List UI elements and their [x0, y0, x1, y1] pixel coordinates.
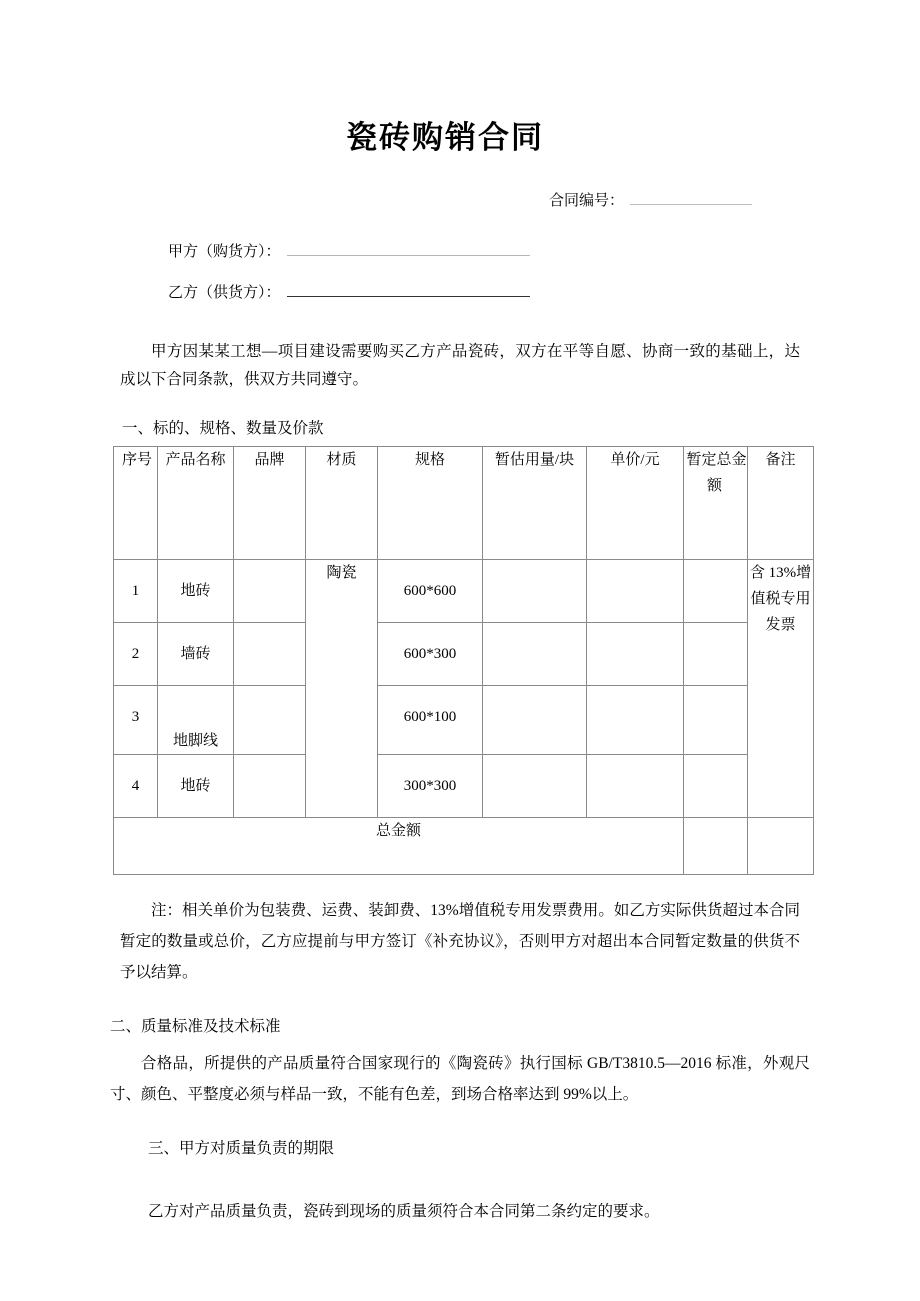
cell-seq	[114, 623, 158, 686]
header-label-product-name: 产品名称	[165, 452, 226, 468]
cell-product-name-text: 墙砖	[180, 646, 211, 662]
total-label-text: 总金额	[375, 823, 421, 839]
cell-spec-text: 600*100	[403, 709, 457, 725]
cell-material-merged	[306, 560, 378, 818]
header-cell-remark	[748, 447, 814, 560]
cell-unit-price-text	[587, 560, 683, 578]
cell-spec-text: 300*300	[403, 778, 457, 794]
contract-number-label: 合同编号：	[548, 193, 624, 209]
header-cell-brand	[234, 447, 306, 560]
cell-remark-text: 含 13%增值税专用发票	[749, 565, 812, 633]
cell-tentative-total-text	[684, 623, 747, 641]
cell-product-name	[158, 623, 234, 686]
total-label-cell	[114, 818, 684, 875]
party-a-row	[168, 240, 920, 261]
cell-spec	[378, 755, 483, 818]
cell-seq-text: 2	[131, 646, 140, 662]
header-label-brand: 品牌	[254, 452, 285, 468]
cell-brand-text	[234, 623, 305, 641]
cell-seq-text: 4	[131, 778, 140, 794]
cell-spec-text: 600*300	[403, 646, 457, 662]
cell-brand[interactable]	[234, 560, 306, 623]
cell-seq	[114, 686, 158, 755]
cell-seq-text: 3	[131, 709, 140, 725]
cell-tentative-total-text	[684, 560, 747, 578]
total-remark-cell	[748, 818, 814, 875]
cell-est-quantity-text	[483, 560, 586, 578]
header-label-spec: 规格	[414, 452, 445, 468]
header-label-remark: 备注	[765, 452, 796, 468]
cell-tentative-total[interactable]	[684, 686, 748, 755]
section-three-heading: 三、甲方对质量负责的期限	[148, 1140, 335, 1157]
cell-product-name	[158, 560, 234, 623]
cell-tentative-total[interactable]	[684, 755, 748, 818]
cell-brand-text	[234, 560, 305, 578]
cell-spec	[378, 623, 483, 686]
party-b-input[interactable]	[287, 283, 530, 297]
header-cell-material	[306, 447, 378, 560]
party-a-input[interactable]	[287, 242, 530, 256]
total-value-cell[interactable]	[684, 818, 748, 875]
cell-seq-text: 1	[131, 583, 140, 599]
cell-est-quantity[interactable]	[483, 623, 587, 686]
cell-est-quantity[interactable]	[483, 755, 587, 818]
cell-tentative-total-text	[684, 755, 747, 773]
cell-est-quantity-text	[483, 686, 586, 704]
section-three-paragraph: 乙方对产品质量负责，瓷砖到现场的质量须符合本合同第二条约定的要求。	[148, 1203, 660, 1220]
cell-spec-text: 600*600	[403, 583, 457, 599]
cell-material-text: 陶瓷	[326, 565, 357, 581]
cell-product-name	[158, 686, 234, 755]
header-label-unit-price: 单价/元	[610, 452, 660, 468]
table-row	[114, 560, 814, 623]
section-one-note: 注：相关单价为包装费、运费、装卸费、13%增值税专用发票费用。如乙方实际供货超过本合同暂定的数量或总价，乙方应提前与甲方签订《补充协议》，否则甲方对超出本合同暂定数量的供货不予以结算。	[120, 902, 800, 981]
cell-unit-price-text	[587, 686, 683, 704]
header-label-est-quantity: 暂估用量/块	[494, 452, 575, 468]
cell-brand[interactable]	[234, 755, 306, 818]
section-two-heading: 二、质量标准及技术标准	[110, 1018, 281, 1035]
cell-est-quantity[interactable]	[483, 686, 587, 755]
cell-unit-price[interactable]	[587, 623, 684, 686]
header-cell-spec	[378, 447, 483, 560]
goods-table	[113, 446, 814, 875]
cell-unit-price[interactable]	[587, 686, 684, 755]
contract-number-input[interactable]	[630, 191, 752, 205]
cell-brand[interactable]	[234, 623, 306, 686]
cell-brand-text	[234, 686, 305, 704]
intro-paragraph: 甲方因某某工想—项目建设需要购买乙方产品瓷砖，双方在平等自愿、协商一致的基础上，达成以下合同条款，供双方共同遵守。	[120, 343, 800, 388]
table-row	[114, 623, 814, 686]
cell-est-quantity-text	[483, 623, 586, 641]
cell-tentative-total-text	[684, 686, 747, 704]
header-cell-tentative-total	[684, 447, 748, 560]
page-title: 瓷砖购销合同	[346, 120, 544, 155]
contract-number-row	[0, 189, 920, 210]
cell-seq	[114, 560, 158, 623]
header-label-material: 材质	[326, 452, 357, 468]
header-cell-product-name	[158, 447, 234, 560]
table-header-row	[114, 447, 814, 560]
cell-unit-price-text	[587, 623, 683, 641]
table-row	[114, 686, 814, 755]
header-label-tentative-total: 暂定总金额	[686, 452, 747, 494]
section-two-paragraph: 合格品，所提供的产品质量符合国家现行的《陶瓷砖》执行国标 GB/T3810.5—2016 标准，外观尺寸、颜色、平整度必须与样品一致，不能有色差，到场合格率达到 99%以上。	[110, 1055, 810, 1103]
cell-spec	[378, 560, 483, 623]
party-b-label: 乙方（供货方）：	[168, 285, 281, 301]
party-a-label: 甲方（购货方）：	[168, 244, 281, 260]
party-b-row	[168, 281, 920, 302]
cell-est-quantity[interactable]	[483, 560, 587, 623]
table-row	[114, 755, 814, 818]
header-cell-est-quantity	[483, 447, 587, 560]
cell-tentative-total[interactable]	[684, 560, 748, 623]
cell-product-name-text: 地脚线	[172, 733, 218, 749]
cell-brand[interactable]	[234, 686, 306, 755]
cell-product-name-text: 地砖	[180, 778, 211, 794]
cell-est-quantity-text	[483, 755, 586, 773]
cell-product-name-text: 地砖	[180, 583, 211, 599]
header-cell-unit-price	[587, 447, 684, 560]
header-label-seq: 序号	[121, 452, 152, 468]
section-one-heading: 一、标的、规格、数量及价款	[122, 420, 324, 437]
cell-unit-price[interactable]	[587, 755, 684, 818]
cell-unit-price[interactable]	[587, 560, 684, 623]
cell-unit-price-text	[587, 755, 683, 773]
cell-seq	[114, 755, 158, 818]
table-total-row	[114, 818, 814, 875]
cell-brand-text	[234, 755, 305, 773]
header-cell-seq	[114, 447, 158, 560]
cell-remark-merged	[748, 560, 814, 818]
cell-product-name	[158, 755, 234, 818]
cell-tentative-total[interactable]	[684, 623, 748, 686]
cell-spec	[378, 686, 483, 755]
